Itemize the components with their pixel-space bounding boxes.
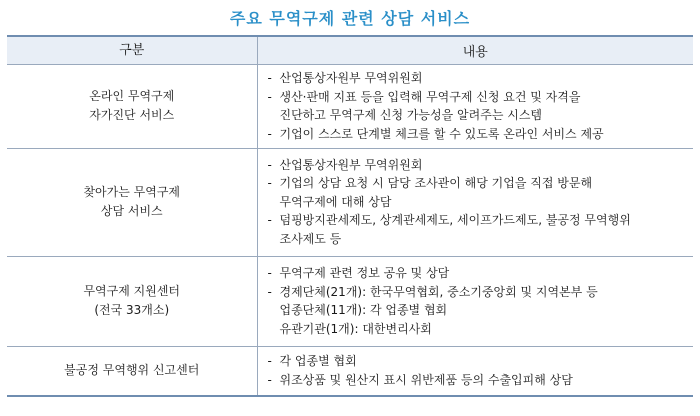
list-item	[268, 371, 686, 390]
row-category	[7, 64, 257, 148]
row-content	[257, 148, 693, 256]
item-text: - 위조상품 및 원산지 표시 위반제품 등의 수출입피해 상담	[279, 372, 573, 387]
item-text: - 덤핑방지관세제도, 상계관세제도, 세이프가드제도, 불공정 무역행위	[279, 213, 631, 228]
category-line: 자가진단 서비스	[89, 108, 175, 122]
row-content	[257, 346, 693, 396]
table-row	[7, 148, 693, 256]
table-row	[7, 346, 693, 396]
item-text: - 산업통상자원부 무역위원회	[279, 157, 423, 172]
item-text: - 무역구제 관련 정보 공유 및 상담	[279, 266, 450, 280]
row-category	[7, 256, 257, 346]
list-item	[268, 88, 686, 125]
list-item	[268, 174, 686, 211]
consultation-services-table	[7, 35, 693, 397]
page-title: 주요 무역구제 관련 상담 서비스	[229, 9, 471, 28]
item-text: 진단하고 무역구제 신청 가능성을 알려주는 시스템	[279, 108, 543, 122]
list-item	[268, 69, 686, 88]
header-category: 구분	[7, 36, 257, 64]
item-text: - 기업의 상담 요청 시 담당 조사관이 해당 기업을 직접 방문해	[279, 176, 593, 191]
item-text: 무역구제에 대해 상담	[279, 194, 392, 209]
table-header-row	[7, 36, 693, 64]
item-text: - 생산·판매 지표 등을 입력해 무역구제 신청 요건 및 자격을	[279, 89, 581, 104]
table-row	[7, 64, 693, 148]
table-row	[7, 256, 693, 346]
category-line: 무역구제 지원센터	[83, 284, 181, 298]
row-category	[7, 148, 257, 256]
item-text: - 기업이 스스로 단계별 체크를 할 수 있도록 온라인 서비스 제공	[279, 126, 604, 141]
item-text: - 산업통상자원부 무역위원회	[279, 71, 423, 85]
item-text: 유관기관(1개): 대한변리사회	[279, 321, 432, 336]
category-line: 불공정 무역행위 신고센터	[64, 363, 200, 378]
list-item	[268, 211, 686, 248]
category-line: 상담 서비스	[100, 204, 163, 218]
list-item	[268, 264, 686, 283]
row-category	[7, 346, 257, 396]
header-content: 내용	[257, 36, 693, 64]
item-text: - 각 업종별 협회	[279, 354, 357, 369]
item-text: 업종단체(11개): 각 업종별 협회	[279, 303, 448, 317]
list-item	[268, 156, 686, 175]
list-item	[268, 283, 686, 339]
item-text: - 경제단체(21개): 한국무역협회, 중소기중앙회 및 지역본부 등	[279, 284, 598, 299]
item-text: 조사제도 등	[279, 231, 342, 246]
list-item	[268, 352, 686, 371]
row-content	[257, 64, 693, 148]
category-line: (전국 33개소)	[94, 303, 170, 317]
category-line: 온라인 무역구제	[89, 89, 175, 103]
list-item	[268, 125, 686, 144]
category-line: 찾아가는 무역구제	[83, 185, 181, 199]
row-content	[257, 256, 693, 346]
